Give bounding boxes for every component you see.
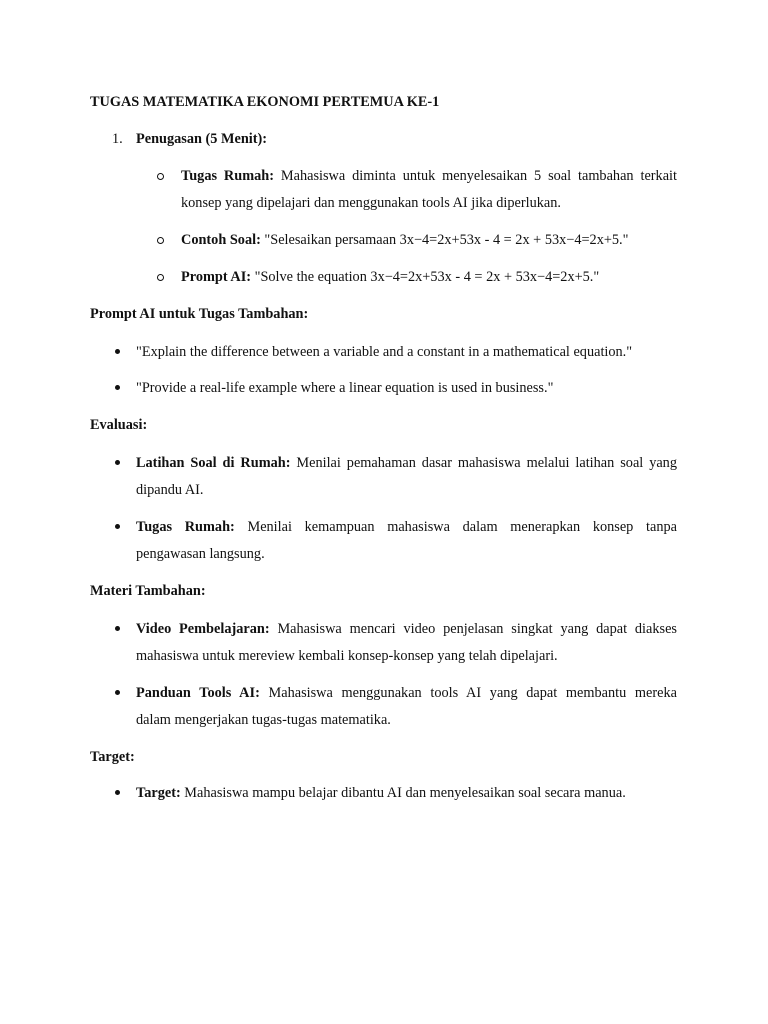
item-text: "Solve the equation 3x−4=2x+53x - 4 = 2x + 53x−4=2x+5." <box>251 269 600 285</box>
item-label: Video Pembelajaran: <box>136 621 270 637</box>
list-item-line <box>181 166 677 186</box>
list-item-line: pengawasan langsung. <box>136 546 265 562</box>
section-heading: Materi Tambahan: <box>90 583 206 599</box>
bullet-icon <box>115 460 120 465</box>
list-item-line: dipandu AI. <box>136 482 204 498</box>
section-heading: Evaluasi: <box>90 417 148 433</box>
item-label: Tugas Rumah: <box>181 168 274 184</box>
item-text: Mahasiswa mencari video penjelasan singkat yang dapat diakses <box>269 621 677 637</box>
document-title: TUGAS MATEMATIKA EKONOMI PERTEMUA KE-1 <box>90 94 440 110</box>
circle-bullet-icon <box>157 173 164 180</box>
list-item-line <box>136 517 677 537</box>
circle-bullet-icon <box>157 237 164 244</box>
item-text: "Selesaikan persamaan 3x−4=2x+53x - 4 = 2x + 53x−4=2x+5." <box>260 232 629 248</box>
item-label: Latihan Soal di Rumah: <box>136 455 291 471</box>
item-text: Mahasiswa menggunakan tools AI yang dapat membantu mereka <box>259 685 677 701</box>
list-number: 1. <box>112 131 123 147</box>
list-item-line <box>136 619 677 639</box>
item-text: Menilai pemahaman dasar mahasiswa melalui latihan soal yang <box>290 455 677 471</box>
section-heading: Target: <box>90 749 135 765</box>
item-label: Panduan Tools AI: <box>136 685 260 701</box>
item-label: Tugas Rumah: <box>136 519 235 535</box>
list-item: "Explain the difference between a variable and a constant in a mathematical equation." <box>136 344 633 360</box>
circle-bullet-icon <box>157 274 164 281</box>
bullet-icon <box>115 790 120 795</box>
item-text: Mahasiswa mampu belajar dibantu AI dan menyelesaikan soal secara manua. <box>180 785 626 801</box>
bullet-icon <box>115 524 120 529</box>
section-heading: Penugasan (5 Menit): <box>136 131 268 147</box>
item-text: Menilai kemampuan mahasiswa dalam menerapkan konsep tanpa <box>234 519 677 535</box>
list-item-line <box>136 683 677 703</box>
item-label: Target: <box>136 785 181 801</box>
list-item-line: konsep yang dipelajari dan menggunakan tools AI jika diperlukan. <box>181 195 561 211</box>
list-item-line <box>136 453 677 473</box>
list-item-line: mahasiswa untuk mereview kembali konsep-konsep yang telah dipelajari. <box>136 648 558 664</box>
bullet-icon <box>115 626 120 631</box>
section-heading: Prompt AI untuk Tugas Tambahan: <box>90 306 309 322</box>
list-item-line <box>136 783 626 803</box>
list-item-line <box>181 267 599 287</box>
list-item-line: dalam mengerjakan tugas-tugas matematika. <box>136 712 391 728</box>
bullet-icon <box>115 690 120 695</box>
bullet-icon <box>115 385 120 390</box>
list-item-line <box>181 230 628 250</box>
item-label: Contoh Soal: <box>181 232 261 248</box>
list-item: "Provide a real-life example where a linear equation is used in business." <box>136 380 554 396</box>
item-label: Prompt AI: <box>181 269 252 285</box>
bullet-icon <box>115 349 120 354</box>
item-text: Mahasiswa diminta untuk menyelesaikan 5 soal tambahan terkait <box>273 168 677 184</box>
